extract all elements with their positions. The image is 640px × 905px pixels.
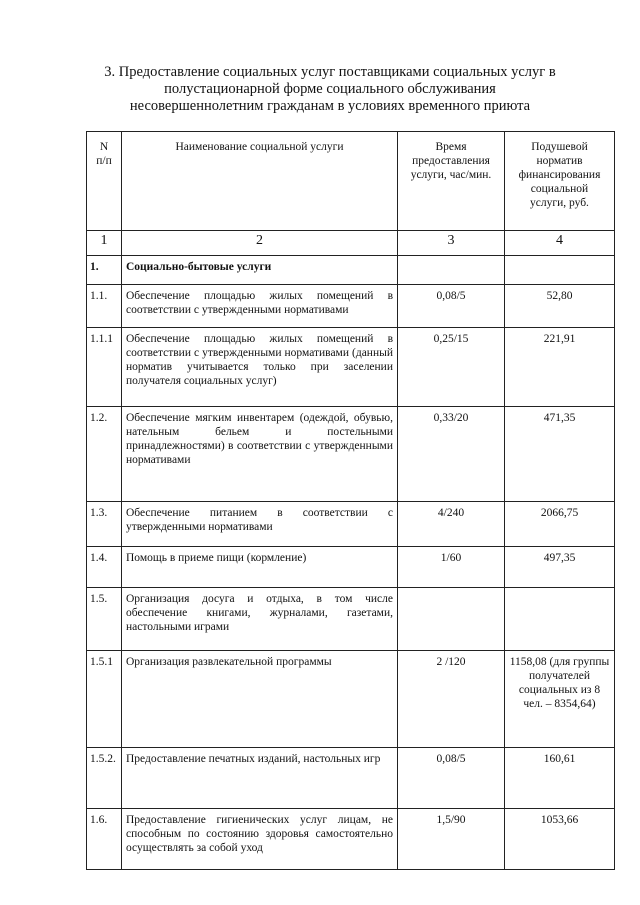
services-table <box>86 131 615 870</box>
table-header-row <box>87 132 615 231</box>
service-time: 4/240 <box>398 502 505 547</box>
header-norm: Подушевой норматив финансирования социальной услуги, руб. <box>505 132 615 231</box>
service-name: Предоставление гигиенических услуг лицам, не способным по состоянию здоровья самостоятельно осуществлять за собой уход <box>122 809 398 870</box>
table-row <box>87 328 615 407</box>
table-row <box>87 285 615 328</box>
row-number: 1.5. <box>87 588 122 651</box>
table-row <box>87 502 615 547</box>
row-number: 1.6. <box>87 809 122 870</box>
col-index-3: 3 <box>398 231 505 256</box>
service-time: 1,5/90 <box>398 809 505 870</box>
service-norm: 497,35 <box>505 547 615 588</box>
col-index-4: 4 <box>505 231 615 256</box>
service-name: Обеспечение площадью жилых помещений в соответствии с утвержденными нормативами <box>122 285 398 328</box>
service-name: Обеспечение площадью жилых помещений в соответствии с утвержденными нормативами (данный норматив учитывается только при заселении получателя социальных услуг) <box>122 328 398 407</box>
service-norm: 1158,08 (для группы получателей социальных из 8 чел. – 8354,64) <box>505 651 615 748</box>
service-name: Организация развлекательной программы <box>122 651 398 748</box>
service-time: 0,08/5 <box>398 285 505 328</box>
table-row <box>87 651 615 748</box>
row-number: 1.5.1 <box>87 651 122 748</box>
row-number: 1.5.2. <box>87 748 122 809</box>
table-row <box>87 809 615 870</box>
service-time <box>398 588 505 651</box>
title-line-2: полустационарной форме социального обслуживания <box>164 81 496 97</box>
service-time: 2 /120 <box>398 651 505 748</box>
title-line-3: несовершеннолетним гражданам в условиях временного приюта <box>129 98 531 114</box>
service-norm: 2066,75 <box>505 502 615 547</box>
service-time <box>398 256 505 285</box>
service-name: Социально-бытовые услуги <box>122 256 398 285</box>
row-number: 1.4. <box>87 547 122 588</box>
service-norm: 52,80 <box>505 285 615 328</box>
service-norm: 160,61 <box>505 748 615 809</box>
service-norm <box>505 256 615 285</box>
service-name: Обеспечение мягким инвентарем (одеждой, обувью, нательным бельем и постельными принадлежностями) в соответствии с утвержденными нормативами <box>122 407 398 502</box>
service-name: Помощь в приеме пищи (кормление) <box>122 547 398 588</box>
header-time: Время предоставления услуги, час/мин. <box>398 132 505 231</box>
document-title <box>70 64 590 115</box>
col-index-1: 1 <box>87 231 122 256</box>
service-name: Предоставление печатных изданий, настольных игр <box>122 748 398 809</box>
service-time: 0,33/20 <box>398 407 505 502</box>
header-name: Наименование социальной услуги <box>122 132 398 231</box>
service-time: 0,25/15 <box>398 328 505 407</box>
service-norm <box>505 588 615 651</box>
service-time: 0,08/5 <box>398 748 505 809</box>
row-number: 1. <box>87 256 122 285</box>
col-index-2: 2 <box>122 231 398 256</box>
row-number: 1.2. <box>87 407 122 502</box>
service-norm: 1053,66 <box>505 809 615 870</box>
title-line-1: 3. Предоставление социальных услуг поставщиками социальных услуг в <box>104 64 556 80</box>
row-number: 1.3. <box>87 502 122 547</box>
row-number: 1.1.1 <box>87 328 122 407</box>
table-row <box>87 407 615 502</box>
table-row <box>87 588 615 651</box>
service-norm: 221,91 <box>505 328 615 407</box>
header-num: N п/п <box>87 132 122 231</box>
table-row <box>87 547 615 588</box>
service-time: 1/60 <box>398 547 505 588</box>
service-name: Обеспечение питанием в соответствии с утвержденными нормативами <box>122 502 398 547</box>
service-norm: 471,35 <box>505 407 615 502</box>
table-row <box>87 748 615 809</box>
row-number: 1.1. <box>87 285 122 328</box>
column-index-row <box>87 231 615 256</box>
service-name: Организация досуга и отдыха, в том числе обеспечение книгами, журналами, газетами, настольными играми <box>122 588 398 651</box>
table-row <box>87 256 615 285</box>
